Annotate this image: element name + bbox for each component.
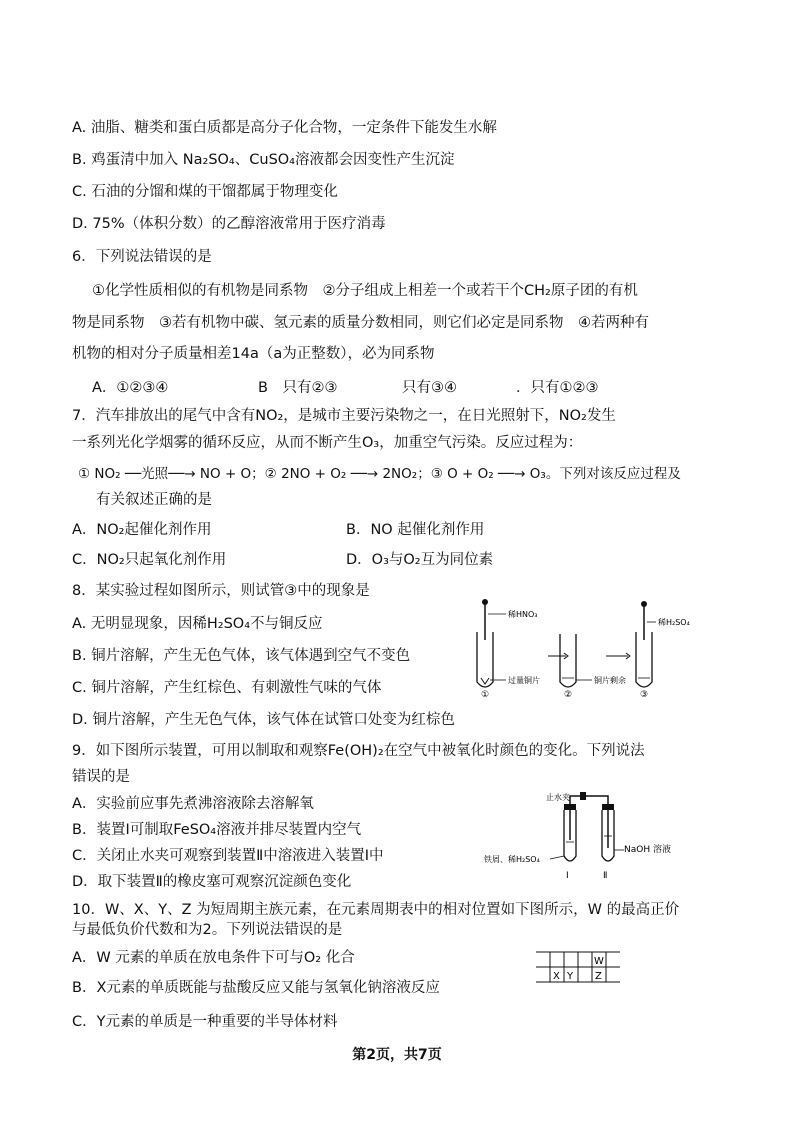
q6-option-b: B 只有②③ <box>258 380 338 396</box>
q10-option-b: B．X元素的单质既能与盐酸反应又能与氢氧化钠溶液反应 <box>72 980 440 996</box>
q8-test-tube-diagram <box>468 596 690 700</box>
q9-option-b: B．装置Ⅰ可制取FeSO₄溶液并排尽装置内空气 <box>72 822 362 838</box>
label-h2so4: 稀H₂SO₄ <box>658 618 690 627</box>
q7-option-a: A．NO₂起催化剂作用 <box>72 522 212 538</box>
tube-1 <box>477 599 493 687</box>
label-hno3: 稀HNO₃ <box>508 610 538 619</box>
q6-option-c: 只有③④ <box>402 380 457 396</box>
q10-option-a: A．W 元素的单质在放电条件下可与O₂ 化合 <box>72 950 355 966</box>
label-naoh: NaOH 溶液 <box>624 845 671 855</box>
q7-option-b: B．NO 起催化剂作用 <box>346 522 485 538</box>
label-clamp: 止水夹 <box>546 793 570 802</box>
q7-stem-line3: 有关叙述正确的是 <box>96 492 212 508</box>
q8-option-c: C. 铜片溶解，产生红棕色、有刺激性气味的气体 <box>72 680 382 696</box>
q7-option-d: D．O₃与O₂互为同位素 <box>346 552 494 568</box>
q9-stem-line2: 错误的是 <box>72 769 130 785</box>
q9-stem-line1: 9．如下图所示装置，可用以制取和观察Fe(OH)₂在空气中被氧化时颜色的变化。下列说法 <box>72 743 645 759</box>
q6-option-a: A．①②③④ <box>92 380 169 396</box>
q5-option-c: C. 石油的分馏和煤的干馏都属于物理变化 <box>72 184 338 200</box>
q6-body-line1: ①化学性质相似的有机物是同系物 ②分子组成上相差一个或若干个CH₂原子团的有机 <box>92 283 638 299</box>
element-z: Z <box>595 971 602 982</box>
q5-option-d: D. 75%（体积分数）的乙醇溶液常用于医疗消毒 <box>72 216 386 232</box>
q7-option-c: C．NO₂只起氧化剂作用 <box>72 552 227 568</box>
periodic-table-fragment <box>536 950 626 990</box>
q6-stem: 6．下列说法错误的是 <box>72 249 212 265</box>
q7-stem-line2: 一系列光化学烟雾的循环反应，从而不断产生O₃，加重空气污染。反应过程为： <box>72 435 583 451</box>
label-device-ii: Ⅱ <box>603 871 608 881</box>
tube-3 <box>636 601 652 687</box>
element-y: Y <box>567 971 574 982</box>
label-iron-acid: 铁屑、稀H₂SO₄ <box>484 855 540 864</box>
q6-option-d: ．只有①②③ <box>516 380 599 396</box>
label-cu-remaining: 铜片剩余 <box>594 676 626 685</box>
q9-option-d: D．取下装置Ⅱ的橡皮塞可观察沉淀颜色变化 <box>72 874 352 890</box>
q9-apparatus-diagram <box>484 786 684 882</box>
q7-stem-line1: 7．汽车排放出的尾气中含有NO₂，是城市主要污染物之一，在日光照射下，NO₂发生 <box>72 408 616 424</box>
q7-equations: ① NO₂ ──光照──→ NO + O；② 2NO + O₂ ──→ 2NO₂；③ O + O₂ ──→ O₃。下列对该反应过程及 <box>78 466 681 482</box>
label-tube-2: ② <box>564 690 573 700</box>
q8-stem: 8．某实验过程如图所示，则试管③中的现象是 <box>72 583 370 599</box>
q10-stem-line1: 10．W、X、Y、Z 为短周期主族元素，在元素周期表中的相对位置如下图所示，W 的最高正价 <box>72 902 680 918</box>
q6-body-line3: 机物的相对分子质量相差14a（a为正整数），必为同系物 <box>72 346 435 362</box>
label-tube-1: ① <box>481 690 490 700</box>
q5-option-a: A. 油脂、糖类和蛋白质都是高分子化合物，一定条件下能发生水解 <box>72 120 497 136</box>
q6-body-line2: 物是同系物 ③若有机物中碳、氢元素的质量分数相同，则它们必定是同系物 ④若两种有 <box>72 315 649 331</box>
q9-option-a: A．实验前应事先煮沸溶液除去溶解氧 <box>72 796 314 812</box>
element-w: W <box>594 956 604 967</box>
q10-option-c: C．Y元素的单质是一种重要的半导体材料 <box>72 1014 338 1030</box>
q9-option-c: C．关闭止水夹可观察到装置Ⅱ中溶液进入装置Ⅰ中 <box>72 848 384 864</box>
label-excess-cu: 过量铜片 <box>508 676 540 685</box>
label-device-i: Ⅰ <box>566 871 569 881</box>
clamp-icon <box>580 792 586 800</box>
q10-stem-line2: 与最低负价代数和为2。下列说法错误的是 <box>72 922 343 938</box>
tube-2 <box>560 634 576 687</box>
element-x: X <box>553 971 560 982</box>
q5-option-b: B. 鸡蛋清中加入 Na₂SO₄、CuSO₄溶液都会因变性产生沉淀 <box>72 152 455 168</box>
label-tube-3: ③ <box>640 690 649 700</box>
q8-option-b: B. 铜片溶解，产生无色气体，该气体遇到空气不变色 <box>72 648 411 664</box>
q8-option-d: D. 铜片溶解，产生无色气体，该气体在试管口处变为红棕色 <box>72 712 455 728</box>
page-footer: 第2页，共7页 <box>352 1047 442 1063</box>
q8-option-a: A. 无明显现象，因稀H₂SO₄不与铜反应 <box>72 616 323 632</box>
